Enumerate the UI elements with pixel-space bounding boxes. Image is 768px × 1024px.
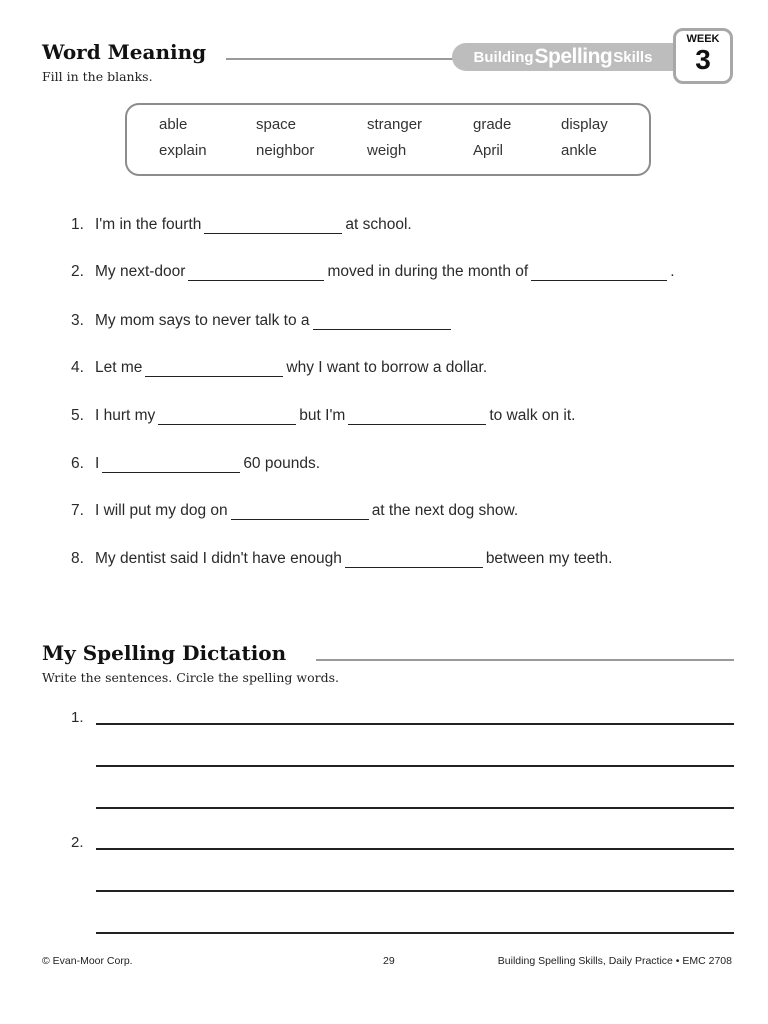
week-badge [673,28,733,84]
footer-book-title: Building Spelling Skills, Daily Practice • EMC 2708 [497,955,732,967]
heading-rule [316,659,734,661]
word-bank-word: April [473,142,504,159]
dictation-number: 2. [71,834,84,851]
answer-blank[interactable] [158,410,296,425]
question-number: 4. [71,359,84,376]
word-bank-word: weigh [367,142,407,159]
answer-blank[interactable] [145,362,283,377]
question-text: 60 pounds. [243,455,321,472]
heading-rule [226,58,454,60]
question-number: 5. [71,407,84,424]
building-spelling-skills-banner [452,43,674,71]
question-number: 2. [71,263,84,280]
question-number: 7. [71,502,84,519]
question-text: at school. [345,216,412,233]
question-text: I [95,455,100,472]
page-number: 29 [383,955,395,967]
question-6 [71,451,320,473]
answer-blank[interactable] [102,458,240,473]
writing-line[interactable] [96,932,734,934]
answer-blank[interactable] [345,553,483,568]
word-bank-word: grade [473,116,512,133]
word-bank-word: stranger [367,116,423,133]
dictation-number: 1. [71,709,84,726]
word-bank-word: space [256,116,297,133]
question-text: . [670,263,675,280]
word-bank-word: ankle [561,142,597,159]
question-text: moved in during the month of [327,263,529,280]
banner-word-building: Building [473,48,534,66]
footer-copyright: © Evan-Moor Corp. [42,955,133,967]
question-5 [71,403,575,425]
writing-line[interactable] [96,765,734,767]
answer-blank[interactable] [313,315,451,330]
question-text: but I'm [299,407,346,424]
question-number: 3. [71,312,84,329]
instructions-write-sentences: Write the sentences. Circle the spelling words. [42,670,339,685]
word-bank-word: able [159,116,188,133]
question-3 [71,308,454,330]
writing-line[interactable] [96,848,734,850]
question-text: My dentist said I didn't have enough [95,550,342,567]
question-text: Let me [95,359,143,376]
week-label: WEEK [686,33,720,45]
question-number: 8. [71,550,84,567]
week-number: 3 [695,44,711,75]
question-8 [71,546,612,568]
question-7 [71,498,518,520]
question-1 [71,212,412,234]
question-2 [71,259,675,281]
question-text: between my teeth. [485,550,613,567]
answer-blank[interactable] [231,505,369,520]
writing-line[interactable] [96,890,734,892]
question-number: 1. [71,216,84,233]
question-text: at the next dog show. [371,502,519,519]
banner-word-skills: Skills [613,48,653,66]
answer-blank[interactable] [204,219,342,234]
banner-word-spelling: Spelling [534,45,613,68]
section-title-word-meaning: Word Meaning [42,40,207,64]
question-text: I hurt my [95,407,156,424]
instructions-fill-blanks: Fill in the blanks. [42,69,153,84]
word-bank-box [125,103,651,176]
answer-blank[interactable] [348,410,486,425]
answer-blank[interactable] [188,266,324,281]
question-text: My next-door [95,263,186,280]
word-bank-word: explain [159,142,207,159]
question-number: 6. [71,455,84,472]
writing-line[interactable] [96,807,734,809]
writing-line[interactable] [96,723,734,725]
question-4 [71,355,487,377]
question-text: My mom says to never talk to a [95,312,310,329]
question-text: why I want to borrow a dollar. [286,359,488,376]
question-text: I will put my dog on [95,502,228,519]
answer-blank[interactable] [531,266,667,281]
section-title-spelling-dictation: My Spelling Dictation [42,641,287,665]
word-bank-word: display [561,116,608,133]
question-text: to walk on it. [489,407,576,424]
question-text: I'm in the fourth [95,216,202,233]
word-bank-word: neighbor [256,142,315,159]
